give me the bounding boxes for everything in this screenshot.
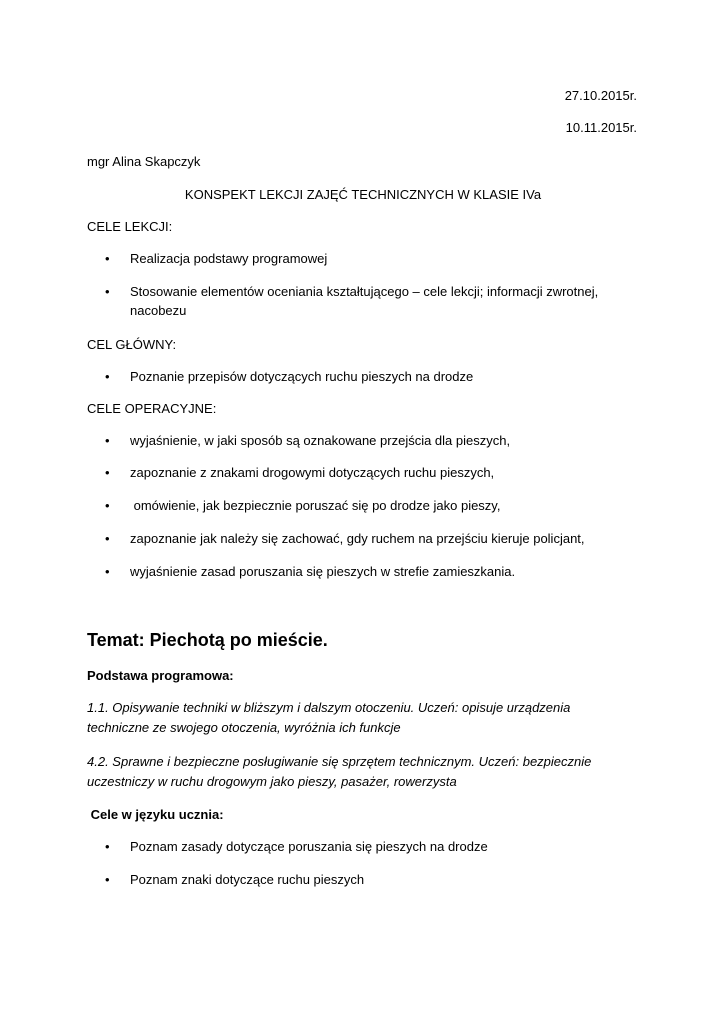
podstawa-point-2-line-1: 4.2. Sprawne i bezpieczne posługiwanie się sprzętem technicznym. Uczeń: bezpiecznie [87, 754, 592, 769]
document-title: KONSPEKT LEKCJI ZAJĘĆ TECHNICZNYCH W KLASIE IVa [184, 187, 542, 202]
podstawa-point-1-line-2: techniczne ze swojego otoczenia, wyróżnia ich funkcje [87, 720, 401, 735]
bullet-icon: • [105, 251, 110, 266]
podstawa-label: Podstawa programowa: [87, 668, 234, 683]
bullet-icon: • [105, 498, 110, 513]
bullet-icon: • [105, 839, 110, 854]
list-item-text: zapoznanie z znakami drogowymi dotyczących ruchu pieszych, [130, 465, 495, 480]
list-item-text: nacobezu [130, 303, 187, 318]
bullet-icon: • [105, 872, 110, 887]
bullet-icon: • [105, 531, 110, 546]
podstawa-point-2-line-2: uczestniczy w ruchu drogowym jako pieszy, pasażer, rowerzysta [87, 774, 457, 789]
list-item-text: omówienie, jak bezpiecznie poruszać się po drodze jako pieszy, [130, 498, 501, 513]
bullet-icon: • [105, 369, 110, 384]
bullet-icon: • [105, 284, 110, 299]
list-item-text: zapoznanie jak należy się zachować, gdy ruchem na przejściu kieruje policjant, [130, 531, 585, 546]
bullet-icon: • [105, 564, 110, 579]
lesson-topic: Temat: Piechotą po mieście. [87, 630, 328, 650]
cele-operacyjne-label: CELE OPERACYJNE: [87, 401, 217, 416]
list-item-text: Poznam zasady dotyczące poruszania się pieszych na drodze [130, 839, 488, 854]
podstawa-point-1-line-1: 1.1. Opisywanie techniki w bliższym i dalszym otoczeniu. Uczeń: opisuje urządzenia [87, 700, 571, 715]
list-item-text: wyjaśnienie, w jaki sposób są oznakowane przejścia dla pieszych, [130, 433, 511, 448]
list-item-text: Poznanie przepisów dotyczących ruchu pieszych na drodze [130, 369, 474, 384]
cele-lekcji-label: CELE LEKCJI: [87, 219, 173, 234]
list-item-text: Stosowanie elementów oceniania kształtującego – cele lekcji; informacji zwrotnej, [130, 284, 599, 299]
list-item-text: wyjaśnienie zasad poruszania się pieszych w strefie zamieszkania. [130, 564, 516, 579]
bullet-icon: • [105, 433, 110, 448]
date-second: 10.11.2015r. [565, 120, 637, 135]
cel-glowny-label: CEL GŁÓWNY: [87, 337, 177, 352]
list-item-text: Poznam znaki dotyczące ruchu pieszych [130, 872, 365, 887]
date-first: 27.10.2015r. [564, 88, 637, 103]
cele-ucznia-label: Cele w języku ucznia: [87, 807, 224, 822]
author-name: mgr Alina Skapczyk [87, 154, 201, 169]
bullet-icon: • [105, 465, 110, 480]
list-item-text: Realizacja podstawy programowej [130, 251, 328, 266]
